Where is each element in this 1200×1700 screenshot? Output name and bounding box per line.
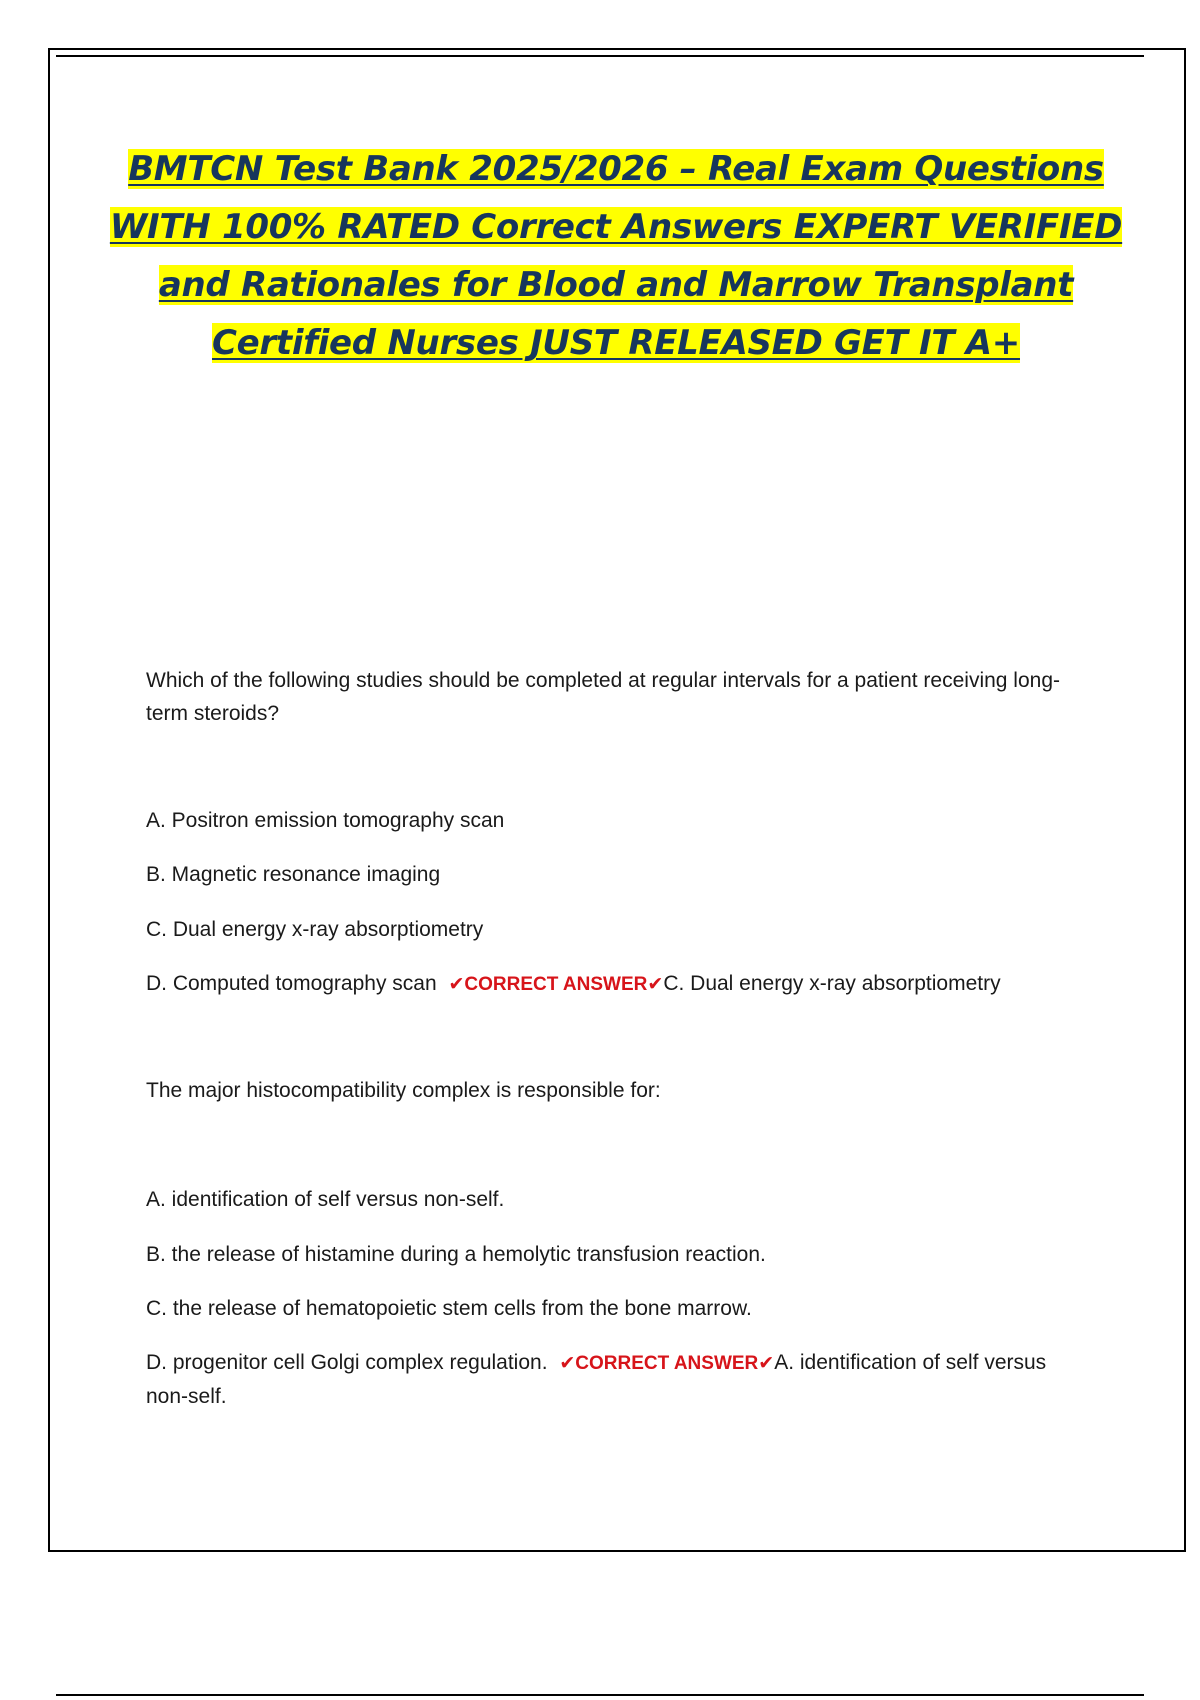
correct-answer-marker: ✔CORRECT ANSWER✔ (559, 1353, 775, 1374)
question-2-stem: The major histocompatibility complex is responsible for: (146, 1079, 661, 1102)
title-line: and Rationales for Blood and Marrow Transplant (158, 265, 1074, 305)
question-2-option-a: A. identification of self versus non-self. (146, 1188, 505, 1211)
top-rule (56, 55, 1144, 57)
title-line: BMTCN Test Bank 2025/2026 – Real Exam Questions (128, 149, 1104, 189)
question-1-option-c: C. Dual energy x-ray absorptiometry (146, 918, 484, 941)
question-1-option-d: D. Computed tomography scan (146, 972, 437, 995)
question-2-option-b: B. the release of histamine during a hemolytic transfusion reaction. (146, 1243, 766, 1266)
question-2-option-c: C. the release of hematopoietic stem cells from the bone marrow. (146, 1297, 752, 1320)
title-line: WITH 100% RATED Correct Answers EXPERT VERIFIED (109, 207, 1123, 247)
question-2-option-d: D. progenitor cell Golgi complex regulation. (146, 1351, 548, 1374)
question-1-option-d-with-answer (146, 967, 1086, 1001)
question-1-option-a: A. Positron emission tomography scan (146, 809, 505, 832)
question-1-stem: Which of the following studies should be completed at regular intervals for a patient receiving long-term steroids? (146, 669, 1061, 725)
question-2-answer: A. identification of self versus non-self. (146, 1351, 1047, 1408)
question-2-option-d-with-answer (146, 1346, 1086, 1413)
bottom-rule (56, 1694, 1144, 1696)
title-line: Certified Nurses JUST RELEASED GET IT A+ (212, 323, 1020, 363)
document-title (60, 140, 1172, 372)
question-1-answer: C. Dual energy x-ray absorptiometry (663, 972, 1001, 995)
correct-answer-marker: ✔CORRECT ANSWER✔ (448, 974, 664, 995)
question-1-option-b: B. Magnetic resonance imaging (146, 863, 441, 886)
